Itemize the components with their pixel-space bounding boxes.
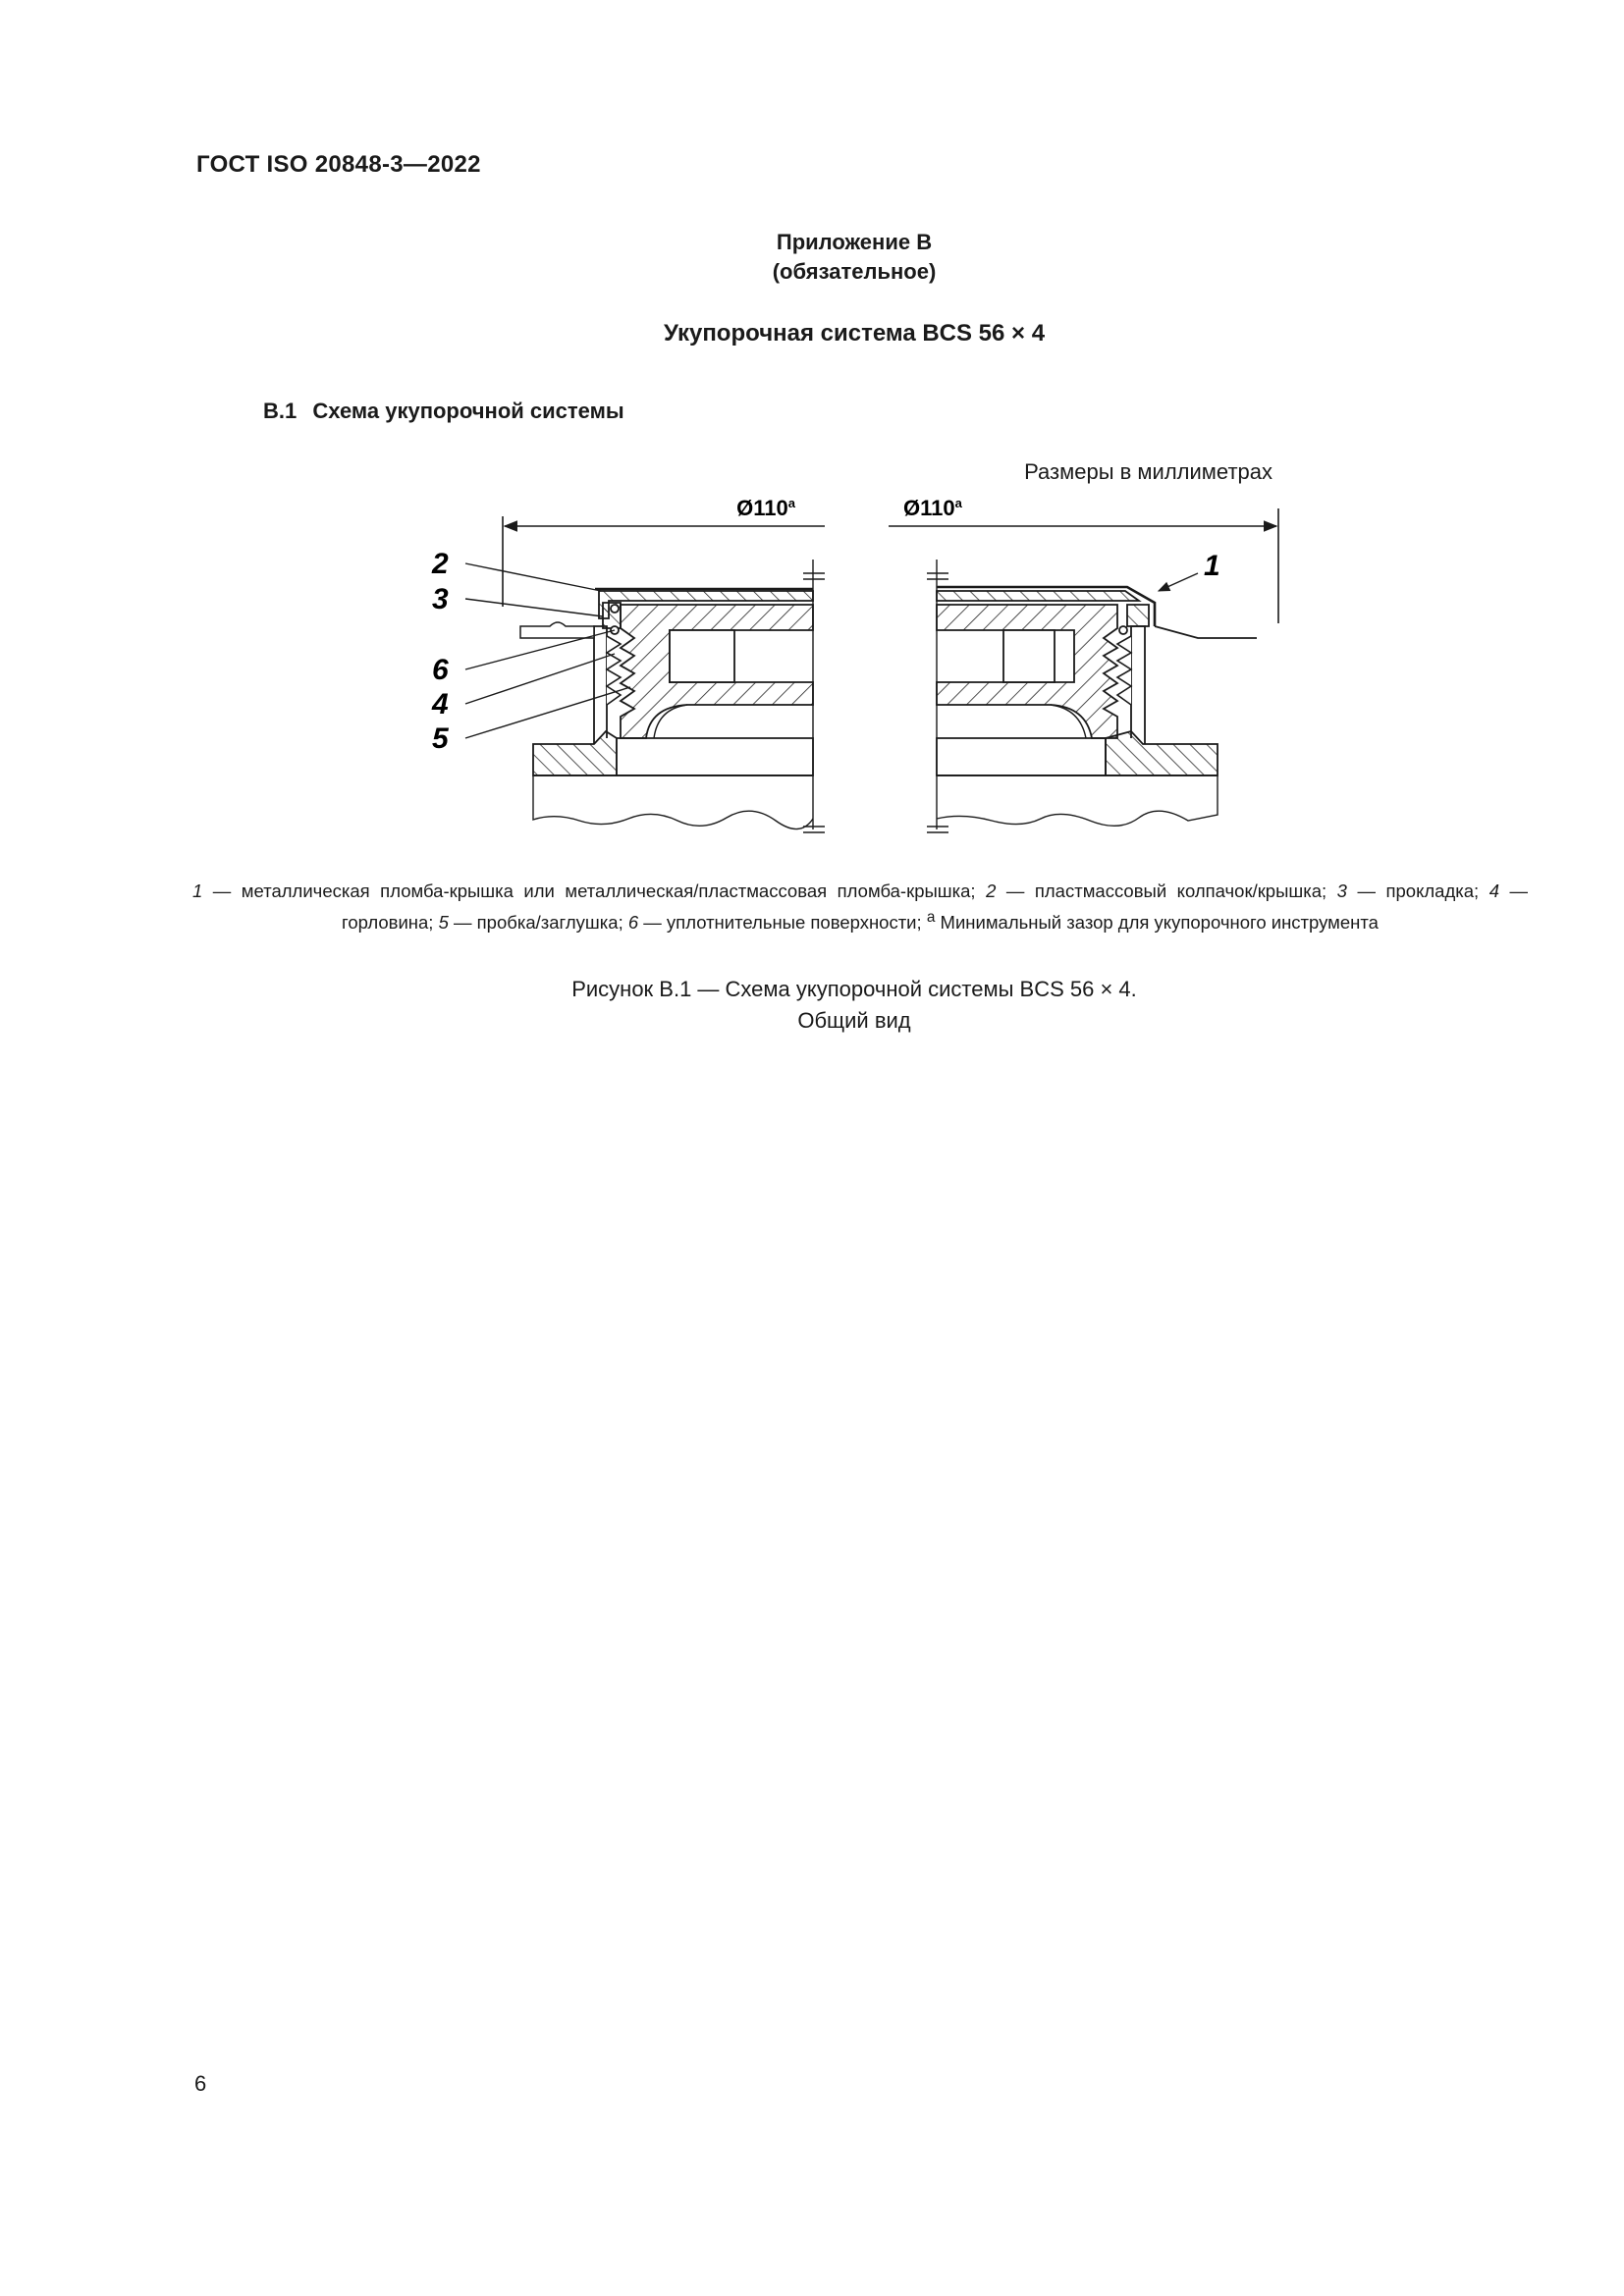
figure-legend: 1 — металлическая пломба-крышка или металлическая/пластмассовая пломба-крышка; 2 — пластмассовый колпачок/крышка; 3 — прокладка; 4 — горловина; 5 — пробка/заглушка; 6 — уплотнительные поверхности; $^a$ Минимальный зазор для укупорочного инструмента	[192, 881, 1529, 934]
callout-5: 5	[432, 722, 449, 755]
legend-note-marker: a	[926, 909, 936, 926]
left-section	[520, 589, 813, 829]
dimension-left: Ø110$^a$	[736, 496, 795, 520]
dimension-right: Ø110$^a$	[903, 496, 962, 520]
callout-leader-1	[1159, 573, 1198, 591]
page-number: 6	[194, 2071, 207, 2096]
legend-note: Минимальный зазор для укупорочного инструмента	[935, 912, 1379, 934]
right-section	[937, 587, 1257, 826]
subsection-number: В.1	[263, 399, 298, 423]
callout-3: 3	[432, 583, 449, 615]
break-lines	[803, 560, 948, 832]
callout-6: 6	[432, 654, 449, 686]
callout-4: 4	[432, 688, 449, 721]
document-id: ГОСТ ISO 20848-3—2022	[196, 151, 481, 178]
subsection-title: Схема укупорочной системы	[312, 399, 624, 423]
figure-caption: Рисунок В.1 — Схема укупорочной системы BCS 56 × 4. Общий вид	[571, 977, 1137, 1033]
section-title: Укупорочная система BCS 56 × 4	[663, 320, 1046, 347]
annex-type: (обязательное)	[772, 259, 937, 284]
dimensions-note: Размеры в миллиметрах	[1024, 459, 1272, 484]
callout-2: 2	[432, 548, 449, 580]
annex-title: Приложение В	[776, 230, 933, 254]
subsection-heading	[263, 399, 624, 424]
closure-system-drawing	[393, 481, 1296, 864]
callout-1: 1	[1204, 550, 1220, 582]
